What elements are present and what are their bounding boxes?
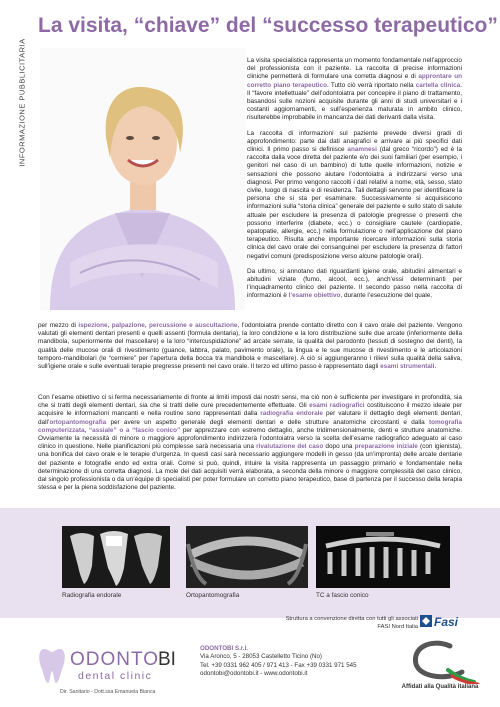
page-title: La visita, “chiave” del “successo terapeutico”: [38, 14, 498, 37]
text: (con igienista), una bonifica del cavo orale e le terapie d’urgenza. In questi casi sarà necessario aggiungere modelli in gesso (da un’impronta) delle arcate dentarie del paziente e fotografie endo ed extra orali. Come si può, quindi, intuire la visita rappresenta un passaggio primario e fondamentale nella determinazione di una corretta diagnosi. La mole dei dati acquisiti verrà elaborata, a seconda della minore o maggiore complessità del caso clinico, dal singolo professionista o da un’équipe di specialisti per poter formulare un corretto piano terapeutico, base di partenza per il successo della terapia stessa e per la piena soddisfazione del paziente.: [38, 443, 462, 492]
caption-cbct: TC a fascio conico: [316, 592, 369, 599]
paragraph-4: [38, 322, 462, 371]
text: dopo una: [323, 443, 355, 451]
highlight: anamnesi: [347, 146, 377, 154]
web-email: odontobi@odontobi.it - www.odontobi.it: [200, 670, 308, 678]
fasi-convention-text: Struttura a convenzione diretta con tutti gli associati FASI Nord Italia: [285, 616, 418, 630]
text: per apprezzare con estremo dettaglio, anche tridimensionalmente, denti e strutture anatomiche. Ovviamente la necessità di minore o maggiore approfondimento indirizzerà l’odontoiatra verso la scelta dell’esame radiografico adeguato al caso clinico in questione. Nelle pianificazioni più complesse sarà necessaria una: [38, 426, 462, 451]
quality-text: Affidati alla Qualità italiana: [401, 684, 479, 690]
text: Da ultimo, si annotano dati riguardanti igiene orale, abitudini alimentari e abitudini viziate (fumo, alcool, ecc.), anch’essi determinanti per l’inquadramento clinico del paziente. Il secondo passo nella raccolta di informazioni è: [247, 267, 462, 300]
svg-text:dental clinic: dental clinic: [78, 670, 153, 682]
caption-opt: Ortopantomografia: [186, 592, 240, 599]
quality-mark: [390, 636, 490, 698]
highlight: esami strumentali: [380, 363, 435, 371]
company-name: ODONTOBI S.r.l.: [200, 645, 249, 652]
paragraph-5: [38, 394, 462, 492]
highlight: approntare un corretto piano terapeutico: [247, 73, 462, 89]
text: per valutare il dettaglio degli elementi dentari, dall’: [38, 410, 462, 426]
text: La visita specialistica rappresenta un momento fondamentale nell’approccio del professionista con il paziente. La raccolta di precise informazioni cliniche permetterà di formulare una corretta diagnosi e di: [247, 57, 462, 81]
highlight: ispezione, palpazione, percussione e auscultazione: [78, 322, 238, 329]
svg-text:BI: BI: [158, 649, 176, 670]
text: . Tutto ciò verrà riportato nella: [327, 81, 416, 89]
exam-paragraph: [38, 322, 462, 371]
endoral-xray-image: [62, 526, 170, 588]
highlight: l’esame obiettivo: [288, 292, 341, 300]
paragraph-2: [247, 130, 462, 261]
text: La raccolta di informazioni sul paziente prevede diversi gradi di approfondimento: parte dai dati anagrafici e arrivare ai più specifici dati clinici. Il primo passo si definisce: [247, 129, 462, 154]
paragraph-1: [247, 57, 462, 123]
address: Via Aronco, 5 - 28053 Castelletto Ticino (No): [200, 653, 322, 661]
highlight: preparazione iniziale: [354, 443, 418, 451]
side-label-text: INFORMAZIONE PUBBLICITARIA: [17, 38, 27, 167]
contact-block: [200, 645, 370, 679]
svg-text:ODONTO: ODONTO: [70, 649, 160, 670]
intro-column: [247, 57, 462, 308]
text: , durante l’esecuzione del quale,: [340, 292, 433, 300]
text: per avere un aspetto generale degli elementi dentari e delle strutture anatomiche circostanti e dalla: [106, 418, 429, 426]
orthopantomography-image: [186, 526, 308, 588]
highlight: ortopantomografia: [49, 418, 107, 426]
text: . Il “favore intellettuale” dell’odontoiatra per concepire il piano di trattamento, basandosi sulle nozioni acquisite durante gli anni di studi universitari e i costanti aggiornamenti, e sull’esperienza maturata in ambito clinico, risulterebbe improbabile in mancanza dei dati derivanti dalla visita.: [247, 81, 462, 122]
svg-text:Fasi: Fasi: [434, 615, 459, 629]
highlight: cartella clinica: [415, 81, 461, 89]
radiography-paragraph: [38, 394, 462, 492]
highlight: esami radiografici: [309, 402, 365, 410]
highlight: tomografia computerizzata, “assiale” o a “fascio conico”: [38, 418, 462, 434]
highlight: rivalutazione del caso: [256, 443, 324, 451]
text: (dal greco “ricordo”) ed è la raccolta dalla voce diretta del paziente e/o dei suoi familiari (per esempio, i genitori nel caso di un bambino) di tutte quelle informazioni, notizie e sensazioni che possono aiutare l’odontoiatra a indirizzarsi verso una diagnosi. Per primo vengono raccolti i dati relativi a nome, età, sesso, stato civile, luogo di nascita e di residenza. Tali dettagli servono per identificare la persona che si sta per esaminare. Successivamente si acquisiscono informazioni sulla “storia clinica” generale del paziente e sullo stato di salute attuale per escludere la presenza di patologie pregresse o presenti che possono interferire (diabete, ecc.) o consigliare cautele (cardiopatie, epatopatie, allergie, ecc.) nella formulazione o nell’applicazione del piano terapeutico. Risulta anche importante ricercare informazioni sulla storia clinica del cavo orale dei consanguinei per escludere la presenza di fattori negativi comuni (predisposizione verso alcune patologie orali).: [247, 146, 462, 260]
phone: Tel. +39 0331 962 405 / 971 413 - Fax +39 0331 971 545: [200, 661, 357, 669]
text: .: [434, 363, 437, 371]
odontobi-logo: [38, 643, 198, 698]
dentist-photo: [40, 48, 245, 310]
text: per mezzo di: [38, 322, 79, 329]
text: Con l’esame obiettivo ci si ferma necessariamente di fronte ai limiti imposti dai nostri sensi, ma ciò non è sufficiente per investigare in profondità, sia che si tratti degli elementi dentari, sia che si tratti delle cure precedentemente effettuate. Gli: [38, 394, 462, 410]
fasi-logo: [420, 613, 468, 629]
cone-beam-ct-image: [316, 526, 450, 588]
side-label: [12, 20, 27, 190]
text: costituiscono il mezzo ideale per acquisire le informazioni mancanti e nella routine sono rappresentati dalla: [38, 402, 462, 418]
svg-text:Dir. Sanitario - Dott.ssa Eman: Dir. Sanitario - Dott.ssa Emanuela Bianca: [60, 689, 156, 695]
text: , l’odontoiatra prende contatto diretto con il cavo orale del paziente. Vengono valutati gli elementi dentari presenti e quelli assenti (formula dentaria), la loro condizione e la loro distribuzione sulle due arcate (inferiormente della mandibola, superiormente del mascellare) e la loro “intercuspidazione” ad arcate serrate, la qualità del parodonto (tessuti di sostegno dei denti), la qualità delle mucose orali di rivestimento (guance, labbra, palato, pavimento orale), la lingua e le sue mucose di rivestimento e le articolazioni temporo-mandibolari (le “cerniere” per l’apertura della bocca tra mandibola e mascellare). A ciò si aggiungeranno i rilievi sulla qualità della saliva, sull’igiene orale e sulle eventuali terapie pregresse presenti nel cavo orale. Il terzo ed ultimo passo è rappresentato dagli: [38, 322, 463, 371]
caption-endoral: Radiografia endorale: [62, 592, 122, 599]
paragraph-3: [247, 268, 462, 301]
highlight: radiografia endorale: [260, 410, 323, 418]
